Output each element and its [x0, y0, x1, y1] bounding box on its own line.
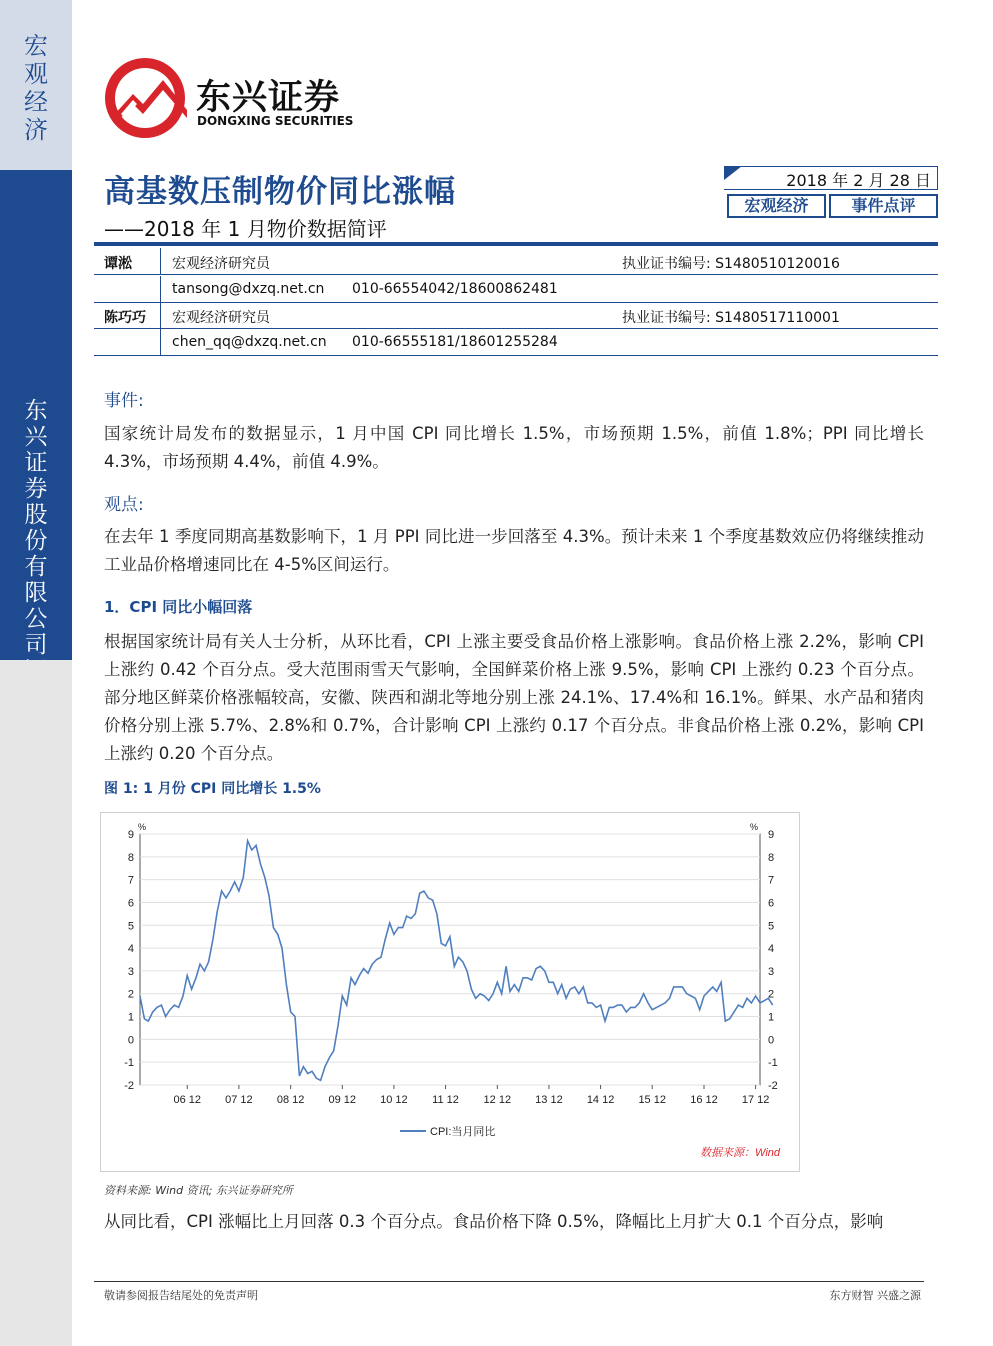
author-name: 谭淞	[104, 256, 132, 272]
y-tick-label-left: -2	[124, 1080, 134, 1092]
cpi-section-heading: 1．CPI 同比小幅回落	[104, 598, 253, 616]
x-tick-label: 14 12	[586, 1094, 615, 1106]
y-tick-label-right: 0	[768, 1034, 775, 1047]
brand-name-en: DONGXING SECURITIES	[197, 114, 354, 128]
x-tick-label: 13 12	[535, 1094, 563, 1106]
x-tick-label: 07 12	[225, 1094, 253, 1106]
y-tick-label-right: 9	[768, 829, 775, 841]
brand-name-cn: 东兴证券	[196, 78, 341, 118]
y-tick-label-left: 6	[127, 897, 134, 910]
author-email[interactable]: chen_qq@dxzq.net.cn	[172, 334, 327, 350]
event-heading: 事件:	[104, 391, 144, 411]
legend-label: CPI:当月同比	[430, 1126, 496, 1138]
cpi-paragraph: 根据国家统计局有关人士分析，从环比看，CPI 上涨主要受食品价格上涨影响。食品价格上涨 2.2%，影响 CPI 上涨约 0.42 个百分点。受大范围雨雪天气影响，全国鲜菜价格上涨 9.5%，影响 CPI 上涨约 0.23 个百分点。部分地区鲜菜价格涨幅较高，安徽、陕西和湖北等地分别上涨 24.1%、17.4%和 16.1%。鲜果、水产品和猪肉价格分别上涨 5.7%、2.8%和 0.7%，合计影响 CPI 上涨约 0.17 个百分点。非食品价格上涨 0.2%，影响 CPI 上涨约 0.20 个百分点。	[104, 632, 924, 763]
y-tick-label-left: 7	[127, 874, 134, 887]
y-tick-label-left: 3	[127, 965, 134, 978]
y-unit-right: %	[750, 822, 759, 832]
y-tick-label-right: 5	[768, 920, 775, 933]
x-tick-label: 12 12	[483, 1094, 512, 1106]
y-tick-label-left: 5	[127, 920, 134, 933]
author-role: 宏观经济研究员	[172, 310, 270, 326]
author-1-contact-row	[94, 276, 938, 303]
y-tick-label-right: 8	[768, 851, 775, 864]
footer-slogan: 东方财智 兴盛之源	[829, 1289, 921, 1302]
x-tick-label: 10 12	[380, 1094, 408, 1106]
y-tick-label-left: 4	[127, 943, 134, 956]
date-box	[724, 166, 938, 190]
author-email[interactable]: tansong@dxzq.net.cn	[172, 281, 325, 297]
x-tick-label: 06 12	[173, 1094, 202, 1106]
author-cert: 执业证书编号: S1480517110001	[622, 310, 840, 326]
plot-area	[140, 834, 760, 1085]
y-tick-label-left: 1	[127, 1011, 134, 1024]
dongxing-logo	[103, 56, 193, 140]
x-tick-label: 08 12	[276, 1094, 305, 1106]
report-type-tag: 事件点评	[829, 194, 938, 218]
chart-source-note: 数据来源：Wind	[700, 1147, 780, 1159]
tail-paragraph: 从同比看，CPI 涨幅比上月回落 0.3 个百分点。食品价格下降 0.5%，降幅比上月扩大 0.1 个百分点，影响	[104, 1212, 884, 1231]
column-divider	[160, 276, 161, 302]
author-2-row	[94, 302, 938, 329]
y-tick-label-left: 2	[127, 988, 134, 1001]
sidebar-category-label: 宏观经济	[24, 32, 48, 144]
sidebar-bottom-band	[0, 170, 72, 660]
event-paragraph: 国家统计局发布的数据显示，1 月中国 CPI 同比增长 1.5%，市场预期 1.5%，前值 1.8%；PPI 同比增长 4.3%，市场预期 4.4%，前值 4.9%。	[104, 424, 924, 471]
report-title: 高基数压制物价同比涨幅	[104, 174, 456, 210]
y-tick-label-left: -1	[124, 1057, 134, 1070]
report-date: 2018 年 2 月 28 日	[786, 171, 931, 190]
y-tick-label-left: 9	[127, 829, 134, 841]
x-tick-label: 11 12	[432, 1094, 459, 1106]
y-tick-label-right: -2	[768, 1080, 778, 1092]
sidebar-lower-band	[0, 660, 72, 1346]
y-tick-label-left: 8	[127, 851, 134, 864]
y-tick-label-right: 3	[768, 965, 775, 978]
x-tick-label: 16 12	[690, 1094, 718, 1106]
column-divider	[160, 329, 161, 355]
column-divider	[160, 248, 161, 274]
author-cert: 执业证书编号: S1480510120016	[622, 256, 840, 272]
footer-disclaimer: 敬请参阅报告结尾处的免责声明	[104, 1289, 258, 1302]
y-tick-label-left: 0	[127, 1034, 134, 1047]
view-paragraph: 在去年 1 季度同期高基数影响下，1 月 PPI 同比进一步回落至 4.3%。预计未来 1 个季度基数效应仍将继续推动工业品价格增速同比在 4-5%区间运行。	[104, 527, 924, 574]
y-tick-label-right: 6	[768, 897, 775, 910]
chart-frame	[101, 813, 800, 1172]
footer-rule	[94, 1281, 924, 1282]
y-tick-label-right: 2	[768, 988, 775, 1001]
y-tick-label-right: 7	[768, 874, 775, 887]
author-phone: 010-66555181/18601255284	[352, 334, 558, 350]
y-unit-left: %	[138, 822, 147, 832]
x-tick-label: 15 12	[638, 1094, 666, 1106]
category-tag: 宏观经济	[727, 194, 826, 218]
date-corner-mark	[724, 166, 742, 180]
header-rule	[94, 242, 938, 246]
x-tick-label: 09 12	[328, 1094, 357, 1106]
sidebar-top-band	[0, 0, 72, 170]
cpi-line-chart	[100, 812, 800, 1172]
column-divider	[160, 302, 161, 328]
author-role: 宏观经济研究员	[172, 256, 270, 272]
sidebar-company-label: 东兴证券股份有限公司	[24, 398, 48, 658]
figure-title: 图 1: 1 月份 CPI 同比增长 1.5%	[104, 781, 321, 797]
source-note: 资料来源: Wind 资讯; 东兴证券研究所	[104, 1184, 293, 1197]
report-subtitle: ——2018 年 1 月物价数据简评	[104, 217, 387, 241]
author-phone: 010-66554042/18600862481	[352, 281, 558, 297]
view-heading: 观点:	[104, 495, 144, 515]
author-2-contact-row	[94, 329, 938, 356]
y-tick-label-right: 4	[768, 943, 775, 956]
y-tick-label-right: 1	[768, 1011, 775, 1024]
y-tick-label-right: -1	[768, 1057, 778, 1070]
cpi-series-line	[140, 841, 773, 1081]
author-1-row	[94, 248, 938, 275]
author-name: 陈巧巧	[104, 310, 146, 326]
x-tick-label: 17 12	[741, 1094, 770, 1106]
